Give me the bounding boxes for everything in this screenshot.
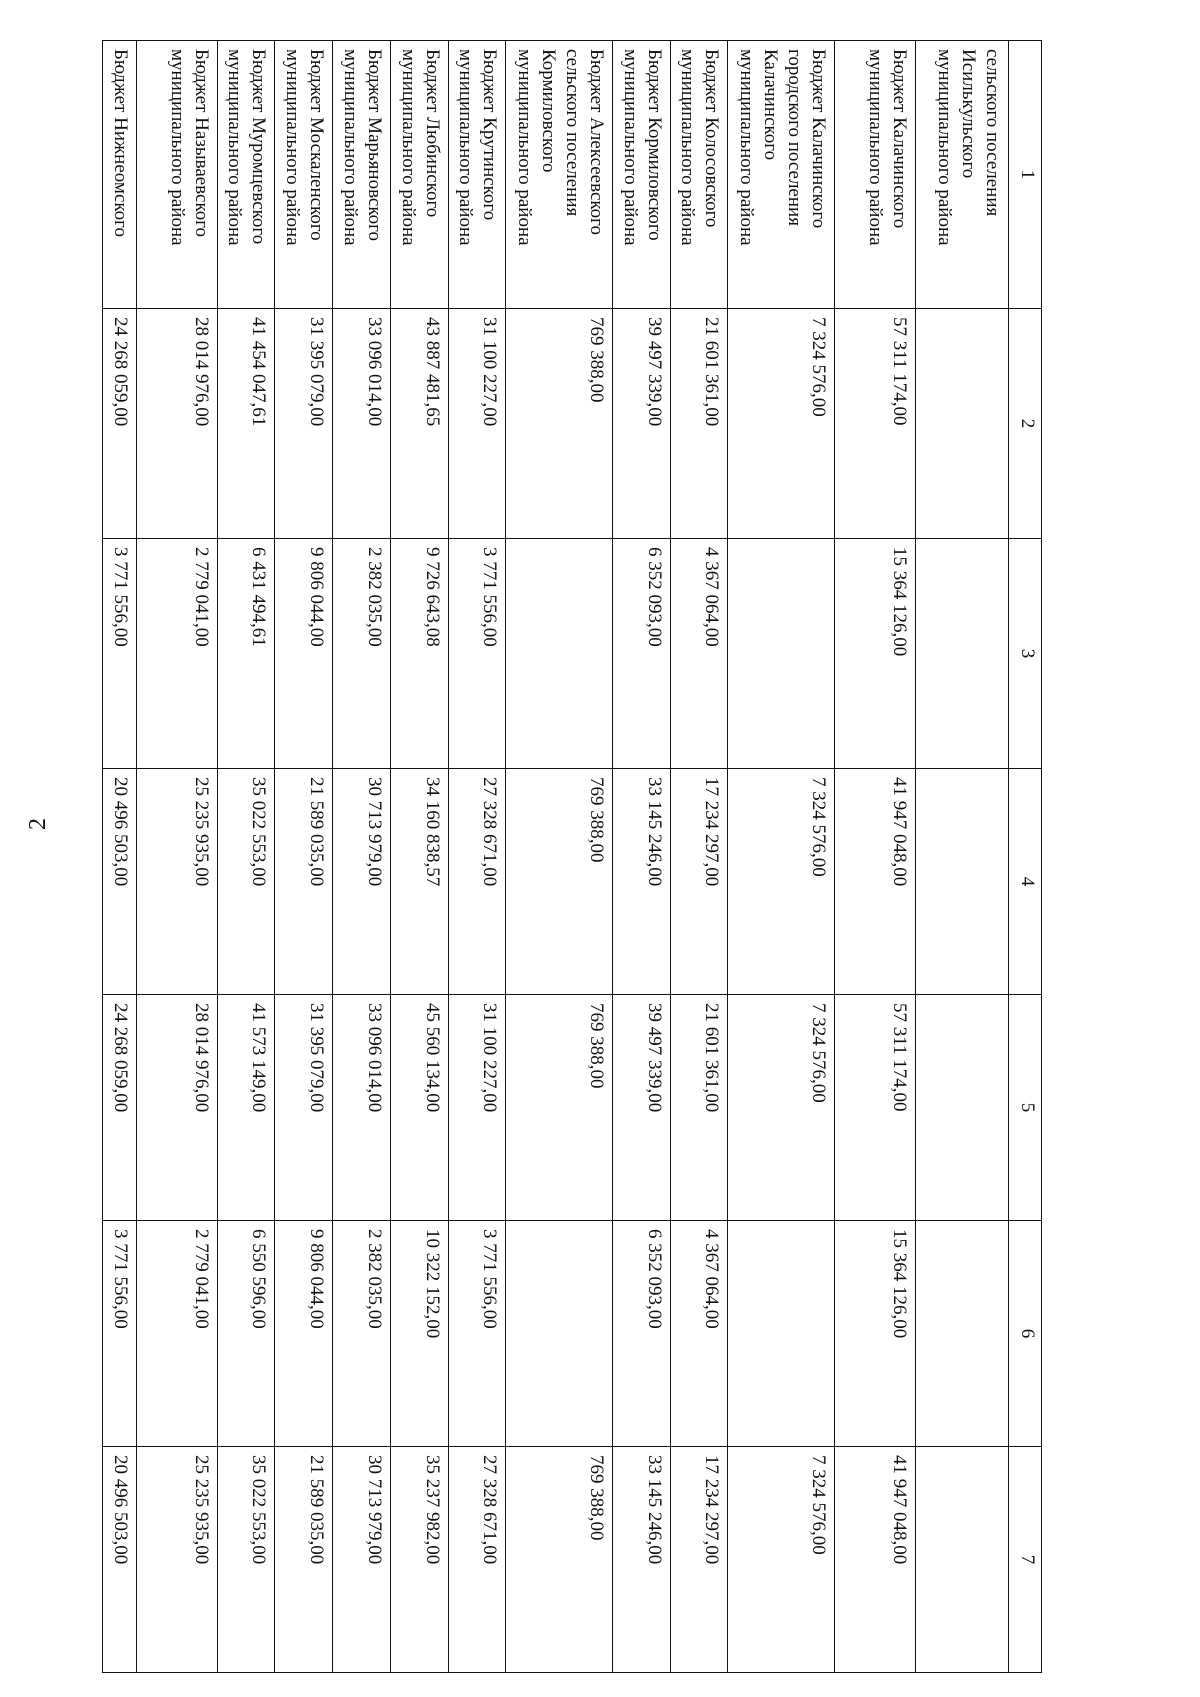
column-header: 3 [1009,539,1042,769]
value-cell: 3 771 556,00 [103,1221,137,1447]
value-cell: 3 771 556,00 [448,1221,506,1447]
value-cell: 769 388,00 [506,1447,612,1673]
table-row [728,41,834,1673]
value-cell: 27 328 671,00 [448,1447,506,1673]
header-row [1009,41,1042,1673]
value-cell: 769 388,00 [506,995,612,1221]
value-cell [915,1447,1008,1673]
value-cell: 9 806 044,00 [275,539,333,769]
budget-name-cell: Бюджет Колосовского муниципального района [670,41,728,309]
value-cell: 21 601 361,00 [670,995,728,1221]
budget-name-cell: Бюджет Алексеевского сельского поселения Кормиловского муниципального района [506,41,612,309]
budget-name-cell: Бюджет Марьяновского муниципального района [333,41,391,309]
budget-name-cell: Бюджет Нижнеомского [103,41,137,309]
value-cell: 28 014 976,00 [136,309,217,539]
table-row [136,41,217,1673]
value-cell [728,539,834,769]
value-cell: 3 771 556,00 [103,539,137,769]
table-row [275,41,333,1673]
table-row [448,41,506,1673]
value-cell: 34 160 838,57 [390,769,448,995]
value-cell: 39 497 339,00 [612,309,670,539]
table-row [670,41,728,1673]
value-cell: 15 364 126,00 [834,539,915,769]
budget-table [102,40,1042,1673]
budget-name-cell: Бюджет Калачинского городского поселения Калачинского муниципального района [728,41,834,309]
value-cell: 24 268 059,00 [103,995,137,1221]
table-row [612,41,670,1673]
value-cell [506,539,612,769]
budget-name-cell: Бюджет Муромцевского муниципального района [217,41,275,309]
value-cell: 35 022 553,00 [217,1447,275,1673]
budget-name-cell: сельского поселения Исилькульского муниципального района [915,41,1008,309]
budget-name-cell: Бюджет Калачинского муниципального района [834,41,915,309]
value-cell: 39 497 339,00 [612,995,670,1221]
value-cell: 33 096 014,00 [333,995,391,1221]
value-cell: 41 573 149,00 [217,995,275,1221]
budget-name-cell: Бюджет Кормиловского муниципального района [612,41,670,309]
budget-name-cell: Бюджет Любинского муниципального района [390,41,448,309]
value-cell: 30 713 979,00 [333,1447,391,1673]
value-cell: 6 550 596,00 [217,1221,275,1447]
budget-name-cell: Бюджет Крутинского муниципального района [448,41,506,309]
value-cell: 43 887 481,65 [390,309,448,539]
value-cell: 31 100 227,00 [448,309,506,539]
value-cell: 28 014 976,00 [136,995,217,1221]
value-cell: 3 771 556,00 [448,539,506,769]
value-cell: 7 324 576,00 [728,309,834,539]
value-cell [915,769,1008,995]
column-header: 5 [1009,995,1042,1221]
value-cell: 57 311 174,00 [834,309,915,539]
value-cell: 2 382 035,00 [333,539,391,769]
value-cell: 2 779 041,00 [136,1221,217,1447]
value-cell: 33 145 246,00 [612,769,670,995]
column-header: 2 [1009,309,1042,539]
value-cell: 20 496 503,00 [103,1447,137,1673]
value-cell: 7 324 576,00 [728,1447,834,1673]
value-cell: 41 947 048,00 [834,769,915,995]
column-header: 7 [1009,1447,1042,1673]
value-cell: 25 235 935,00 [136,1447,217,1673]
value-cell: 6 431 494,61 [217,539,275,769]
value-cell: 33 145 246,00 [612,1447,670,1673]
value-cell: 31 395 079,00 [275,309,333,539]
value-cell: 21 601 361,00 [670,309,728,539]
value-cell: 9 726 643,08 [390,539,448,769]
value-cell [915,995,1008,1221]
value-cell: 33 096 014,00 [333,309,391,539]
value-cell: 21 589 035,00 [275,1447,333,1673]
budget-name-cell: Бюджет Называевского муниципального района [136,41,217,309]
value-cell: 31 100 227,00 [448,995,506,1221]
value-cell: 10 322 152,00 [390,1221,448,1447]
value-cell: 4 367 064,00 [670,539,728,769]
value-cell: 769 388,00 [506,309,612,539]
budget-name-cell: Бюджет Москаленского муниципального района [275,41,333,309]
rotated-table-container [102,40,1042,1672]
value-cell [506,1221,612,1447]
value-cell: 45 560 134,00 [390,995,448,1221]
value-cell: 31 395 079,00 [275,995,333,1221]
value-cell: 35 022 553,00 [217,769,275,995]
value-cell: 4 367 064,00 [670,1221,728,1447]
table-row [834,41,915,1673]
value-cell: 9 806 044,00 [275,1221,333,1447]
value-cell: 769 388,00 [506,769,612,995]
value-cell: 35 237 982,00 [390,1447,448,1673]
value-cell: 27 328 671,00 [448,769,506,995]
value-cell: 6 352 093,00 [612,1221,670,1447]
value-cell: 15 364 126,00 [834,1221,915,1447]
value-cell: 25 235 935,00 [136,769,217,995]
column-header: 1 [1009,41,1042,309]
value-cell: 6 352 093,00 [612,539,670,769]
value-cell: 20 496 503,00 [103,769,137,995]
value-cell: 24 268 059,00 [103,309,137,539]
value-cell: 17 234 297,00 [670,769,728,995]
value-cell: 41 947 048,00 [834,1447,915,1673]
value-cell [915,539,1008,769]
table-row [333,41,391,1673]
value-cell [728,1221,834,1447]
table-row [506,41,612,1673]
value-cell: 41 454 047,61 [217,309,275,539]
value-cell [915,1221,1008,1447]
value-cell: 2 382 035,00 [333,1221,391,1447]
page-number: 2 [25,818,51,830]
table-row [915,41,1008,1673]
value-cell: 30 713 979,00 [333,769,391,995]
table-row [390,41,448,1673]
value-cell: 17 234 297,00 [670,1447,728,1673]
value-cell [915,309,1008,539]
value-cell: 7 324 576,00 [728,995,834,1221]
table-row [217,41,275,1673]
value-cell: 7 324 576,00 [728,769,834,995]
value-cell: 57 311 174,00 [834,995,915,1221]
value-cell: 21 589 035,00 [275,769,333,995]
value-cell: 2 779 041,00 [136,539,217,769]
column-header: 4 [1009,769,1042,995]
column-header: 6 [1009,1221,1042,1447]
table-row [103,41,137,1673]
